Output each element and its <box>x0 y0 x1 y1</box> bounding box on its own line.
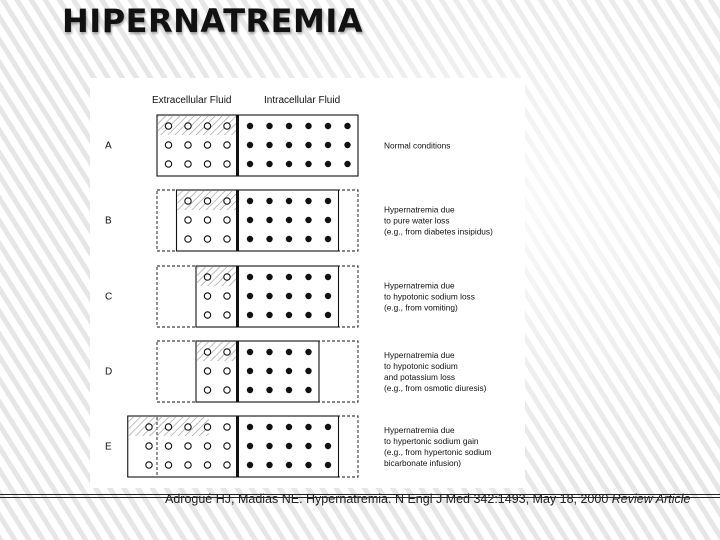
row-caption-line: to hypotonic sodium loss <box>384 291 475 302</box>
icf-solute-filled-circle <box>325 161 331 167</box>
row-caption-line: (e.g., from diabetes insipidus) <box>384 226 493 237</box>
ecf-solute-open-circle <box>185 462 191 468</box>
ecf-solute-open-circle <box>204 462 210 468</box>
row-caption-line: (e.g., from osmotic diuresis) <box>384 383 487 393</box>
icf-solute-filled-circle <box>286 217 292 223</box>
citation-text: Adrogué HJ, Madias NE. Hypernatremia. N Engl J Med 342:1493, May 18, 2000 <box>165 492 612 506</box>
icf-solute-filled-circle <box>266 123 272 129</box>
ecf-solute-open-circle <box>185 142 191 148</box>
ecf-solute-open-circle <box>185 198 191 204</box>
ecf-solute-open-circle <box>204 142 210 148</box>
icf-solute-filled-circle <box>305 198 311 204</box>
row-caption-line: and potassium loss <box>384 372 456 382</box>
row-d <box>105 341 487 402</box>
icf-solute-filled-circle <box>266 274 272 280</box>
icf-solute-filled-circle <box>286 443 292 449</box>
row-caption-line: to pure water loss <box>384 215 450 226</box>
icf-solute-filled-circle <box>325 236 331 242</box>
icf-solute-filled-circle <box>286 236 292 242</box>
row-a <box>105 115 450 176</box>
icf-solute-filled-circle <box>325 217 331 223</box>
ecf-solute-open-circle <box>185 443 191 449</box>
icf-solute-filled-circle <box>325 424 331 430</box>
row-caption-line: Hypernatremia due <box>384 350 455 360</box>
icf-solute-filled-circle <box>325 198 331 204</box>
icf-solute-filled-circle <box>305 443 311 449</box>
normal-volume-outline <box>157 341 358 402</box>
ecf-solute-open-circle <box>204 123 210 129</box>
ecf-solute-open-circle <box>224 236 230 242</box>
icf-solute-filled-circle <box>266 293 272 299</box>
icf-solute-filled-circle <box>305 274 311 280</box>
icf-solute-filled-circle <box>247 462 253 468</box>
ecf-solute-open-circle <box>204 424 210 430</box>
icf-solute-filled-circle <box>286 274 292 280</box>
icf-solute-filled-circle <box>305 368 311 374</box>
fluid-compartment-diagram <box>90 78 525 488</box>
ecf-solute-open-circle <box>185 161 191 167</box>
ecf-solute-open-circle <box>204 274 210 280</box>
icf-solute-filled-circle <box>325 293 331 299</box>
cell-membrane <box>236 115 239 176</box>
ecf-solute-open-circle <box>224 142 230 148</box>
icf-solute-filled-circle <box>266 443 272 449</box>
icf-solute-filled-circle <box>325 274 331 280</box>
ecf-solute-open-circle <box>224 462 230 468</box>
icf-solute-filled-circle <box>266 217 272 223</box>
row-caption-line: Normal conditions <box>384 140 451 151</box>
icf-solute-filled-circle <box>266 387 272 393</box>
icf-solute-filled-circle <box>305 424 311 430</box>
icf-solute-filled-circle <box>305 142 311 148</box>
icf-solute-filled-circle <box>247 217 253 223</box>
ecf-solute-open-circle <box>204 198 210 204</box>
icf-solute-filled-circle <box>325 443 331 449</box>
ecf-solute-open-circle <box>204 443 210 449</box>
icf-solute-filled-circle <box>266 368 272 374</box>
icf-solute-filled-circle <box>247 443 253 449</box>
row-caption-line: (e.g., from vomiting) <box>384 302 458 313</box>
icf-solute-filled-circle <box>305 312 311 318</box>
header-intracellular-fluid: Intracellular Fluid <box>264 95 341 106</box>
ecf-solute-open-circle <box>146 424 152 430</box>
icf-solute-filled-circle <box>247 274 253 280</box>
icf-solute-filled-circle <box>266 312 272 318</box>
icf-solute-filled-circle <box>266 424 272 430</box>
icf-solute-filled-circle <box>286 161 292 167</box>
icf-solute-filled-circle <box>266 198 272 204</box>
icf-solute-filled-circle <box>247 349 253 355</box>
icf-solute-filled-circle <box>286 312 292 318</box>
ecf-solute-open-circle <box>185 424 191 430</box>
ecf-solute-open-circle <box>224 274 230 280</box>
icf-solute-filled-circle <box>266 161 272 167</box>
icf-solute-filled-circle <box>325 142 331 148</box>
citation <box>165 491 695 507</box>
icf-solute-filled-circle <box>266 349 272 355</box>
icf-solute-filled-circle <box>247 387 253 393</box>
icf-solute-filled-circle <box>305 462 311 468</box>
icf-solute-filled-circle <box>286 349 292 355</box>
icf-solute-filled-circle <box>247 424 253 430</box>
row-label: C <box>105 291 113 303</box>
icf-solute-filled-circle <box>305 387 311 393</box>
ecf-solute-open-circle <box>204 293 210 299</box>
icf-solute-filled-circle <box>344 161 350 167</box>
icf-solute-filled-circle <box>305 349 311 355</box>
ecf-solute-open-circle <box>185 123 191 129</box>
row-label: D <box>105 366 113 378</box>
icf-solute-filled-circle <box>305 217 311 223</box>
ecf-solute-open-circle <box>224 312 230 318</box>
ecf-solute-open-circle <box>224 161 230 167</box>
icf-solute-filled-circle <box>325 123 331 129</box>
ecf-solute-open-circle <box>224 217 230 223</box>
ecf-solute-open-circle <box>204 349 210 355</box>
row-c <box>105 266 475 327</box>
icf-solute-filled-circle <box>247 236 253 242</box>
ecf-solute-open-circle <box>165 161 171 167</box>
icf-solute-filled-circle <box>266 142 272 148</box>
ecf-solute-open-circle <box>204 387 210 393</box>
icf-solute-filled-circle <box>305 293 311 299</box>
icf-solute-filled-circle <box>286 424 292 430</box>
icf-solute-filled-circle <box>286 142 292 148</box>
icf-solute-filled-circle <box>286 123 292 129</box>
row-label: B <box>105 215 112 227</box>
icf-solute-filled-circle <box>344 142 350 148</box>
header-extracellular-fluid: Extracellular Fluid <box>152 95 232 106</box>
icf-solute-filled-circle <box>286 462 292 468</box>
row-label: E <box>105 441 112 453</box>
ecf-solute-open-circle <box>224 198 230 204</box>
row-b <box>105 190 493 251</box>
cell-membrane <box>236 416 239 477</box>
row-caption-line: Hypernatremia due <box>384 280 455 291</box>
icf-solute-filled-circle <box>325 462 331 468</box>
ecf-solute-open-circle <box>224 368 230 374</box>
ecf-solute-open-circle <box>204 312 210 318</box>
ecf-solute-open-circle <box>165 123 171 129</box>
ecf-solute-open-circle <box>204 236 210 242</box>
ecf-solute-open-circle <box>165 424 171 430</box>
row-caption-line: bicarbonate infusion) <box>384 458 462 468</box>
ecf-solute-open-circle <box>224 293 230 299</box>
icf-solute-filled-circle <box>286 198 292 204</box>
icf-solute-filled-circle <box>286 368 292 374</box>
row-caption-line: Hypernatremia due <box>384 425 455 435</box>
citation-emphasis: Review Article <box>611 492 691 506</box>
icf-solute-filled-circle <box>247 198 253 204</box>
icf-solute-filled-circle <box>286 293 292 299</box>
icf-solute-filled-circle <box>247 123 253 129</box>
ecf-solute-open-circle <box>204 161 210 167</box>
cell-membrane <box>236 341 239 402</box>
ecf-solute-open-circle <box>165 462 171 468</box>
ecf-solute-open-circle <box>165 142 171 148</box>
row-label: A <box>105 140 112 152</box>
row-caption-line: to hypotonic sodium <box>384 361 458 371</box>
ecf-solute-open-circle <box>224 443 230 449</box>
cell-membrane <box>236 266 239 327</box>
ecf-solute-open-circle <box>224 424 230 430</box>
icf-solute-filled-circle <box>247 293 253 299</box>
row-caption-line: Hypernatremia due <box>384 204 455 215</box>
icf-solute-filled-circle <box>247 368 253 374</box>
icf-solute-filled-circle <box>247 161 253 167</box>
icf-solute-filled-circle <box>266 462 272 468</box>
slide-title: HIPERNATREMIA <box>62 2 364 40</box>
ecf-solute-open-circle <box>224 123 230 129</box>
icf-solute-filled-circle <box>305 123 311 129</box>
ecf-solute-open-circle <box>146 443 152 449</box>
icf-solute-filled-circle <box>247 142 253 148</box>
figure-panel <box>90 78 525 488</box>
icf-solute-filled-circle <box>305 236 311 242</box>
icf-solute-filled-circle <box>325 312 331 318</box>
icf-solute-filled-circle <box>247 312 253 318</box>
icf-solute-filled-circle <box>344 123 350 129</box>
row-e <box>105 416 492 477</box>
ecf-solute-open-circle <box>204 368 210 374</box>
ecf-solute-open-circle <box>165 443 171 449</box>
ecf-solute-open-circle <box>204 217 210 223</box>
ecf-solute-open-circle <box>185 217 191 223</box>
icf-solute-filled-circle <box>266 236 272 242</box>
icf-solute-filled-circle <box>305 161 311 167</box>
icf-solute-filled-circle <box>286 387 292 393</box>
row-caption-line: (e.g., from hypertonic sodium <box>384 447 492 457</box>
ecf-solute-open-circle <box>185 236 191 242</box>
ecf-solute-open-circle <box>224 387 230 393</box>
row-caption-line: to hypertonic sodium gain <box>384 436 479 446</box>
cell-membrane <box>236 190 239 251</box>
ecf-solute-open-circle <box>224 349 230 355</box>
ecf-solute-open-circle <box>146 462 152 468</box>
